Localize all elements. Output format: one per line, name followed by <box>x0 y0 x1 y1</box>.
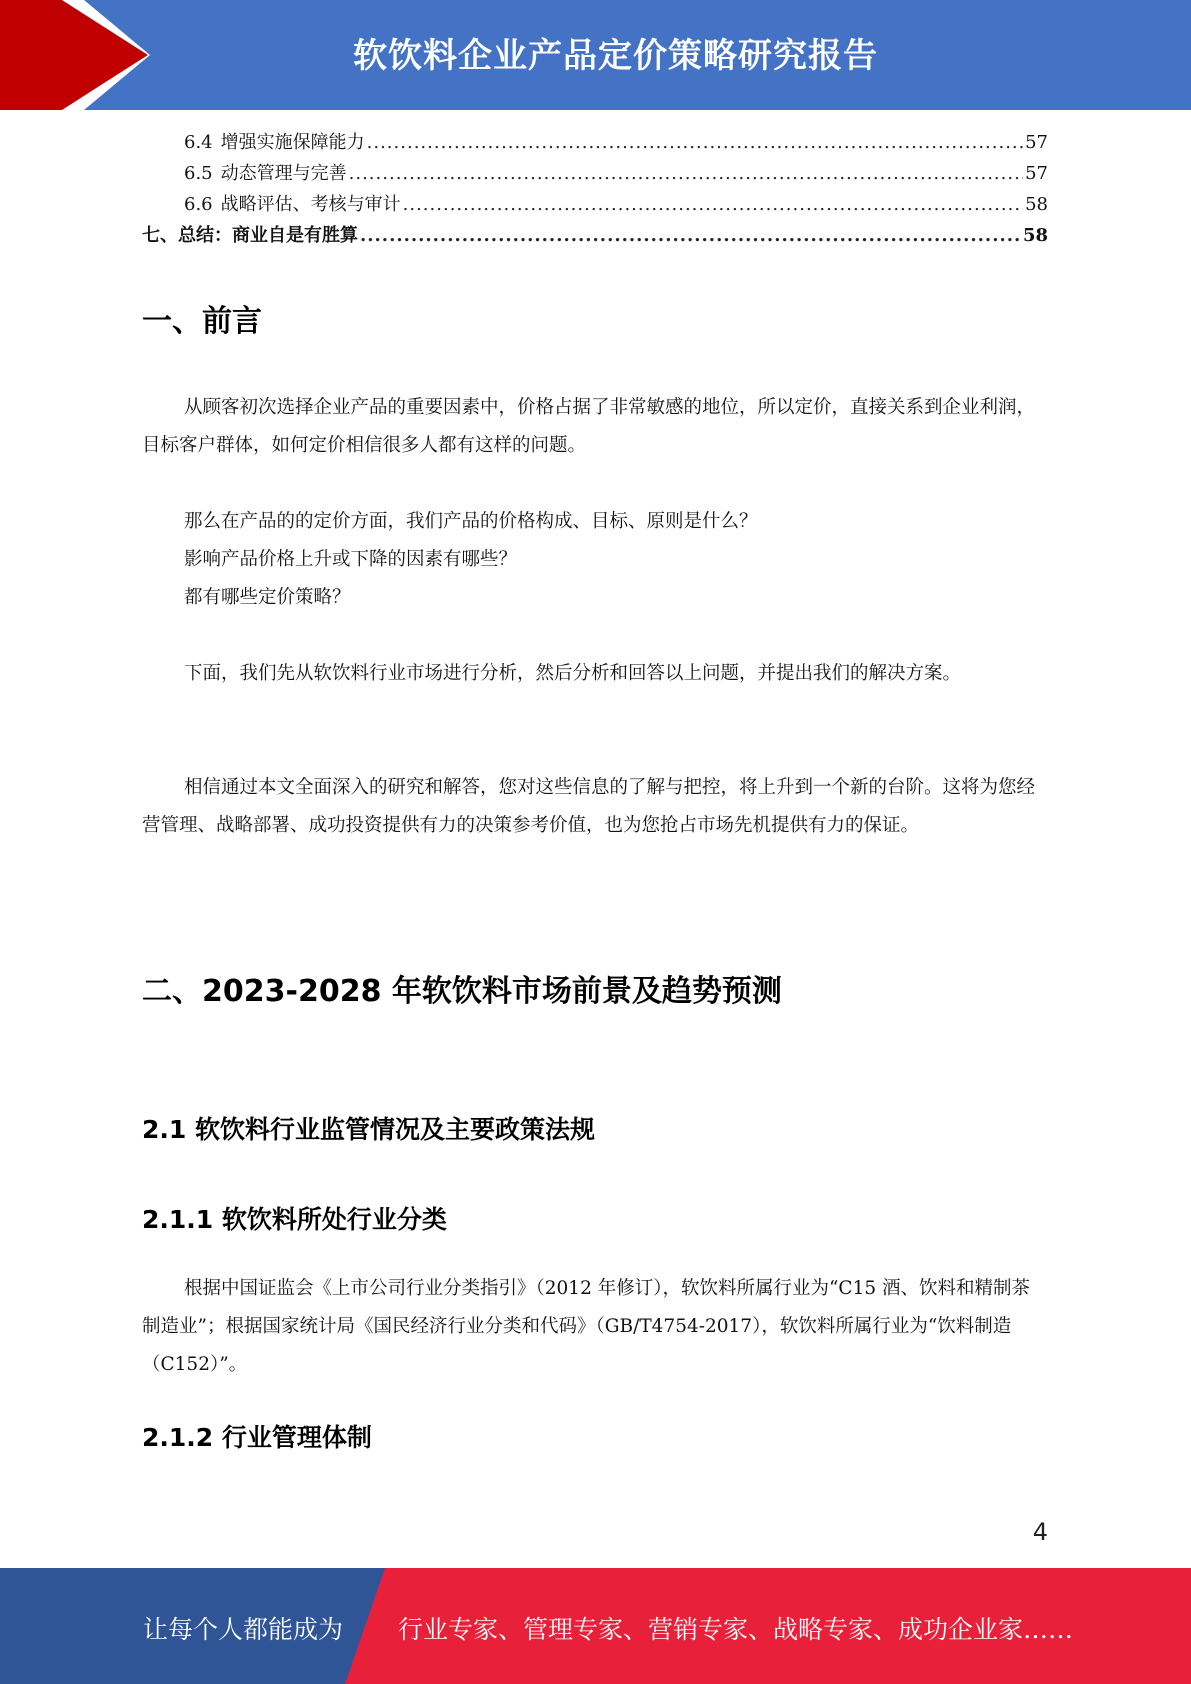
footer-slogan-right: 行业专家、管理专家、营销专家、战略专家、成功企业家…… <box>398 1615 1074 1644</box>
section-heading-preface: 一、前言 <box>142 304 262 339</box>
toc-leader-dots <box>403 194 1023 215</box>
toc-entry-page: 57 <box>1025 132 1048 153</box>
toc-entry-number: 6.6 <box>184 194 213 215</box>
preface-question-3: 都有哪些定价策略？ <box>184 587 351 608</box>
toc-entry-chapter[interactable] <box>142 221 1048 252</box>
toc-entry-number: 6.4 <box>184 132 213 153</box>
page-number: 4 <box>1032 1518 1048 1546</box>
preface-paragraph-3: 相信通过本文全面深入的研究和解答，您对这些信息的了解与把控，将上升到一个新的台阶。这将为您经营管理、战略部署、成功投资提供有力的决策参考价值，也为您抢占市场先机提供有力的保证。 <box>142 777 1036 836</box>
toc-entry[interactable] <box>142 159 1048 190</box>
toc-entry-title: 动态管理与完善 <box>220 163 347 184</box>
toc-entry-title: 七、总结：商业自是有胜算 <box>142 225 358 246</box>
preface-paragraph-2: 下面，我们先从软饮料行业市场进行分析，然后分析和回答以上问题，并提出我们的解决方案。 <box>184 663 962 684</box>
header-title: 软饮料企业产品定价策略研究报告 <box>353 36 878 76</box>
table-of-contents <box>142 128 1048 252</box>
toc-entry-title: 增强实施保障能力 <box>220 132 365 153</box>
toc-entry-page: 58 <box>1025 194 1048 215</box>
industry-classification-paragraph: 根据中国证监会《上市公司行业分类指引》（2012 年修订），软饮料所属行业为“C15 酒、饮料和精制茶制造业”；根据国家统计局《国民经济行业分类和代码》（GB/T4754-2017），软饮料所属行业为“饮料制造（C152）”。 <box>142 1278 1030 1375</box>
toc-leader-dots <box>360 225 1021 246</box>
toc-leader-dots <box>367 132 1023 153</box>
subsection-heading-2-1-1: 2.1.1 软饮料所处行业分类 <box>142 1205 447 1234</box>
preface-question-2: 影响产品价格上升或下降的因素有哪些？ <box>184 549 518 570</box>
toc-entry-title: 战略评估、考核与审计 <box>220 194 401 215</box>
toc-entry[interactable] <box>142 128 1048 159</box>
toc-entry-page: 57 <box>1025 163 1048 184</box>
page-footer <box>0 1568 1191 1684</box>
page-header <box>0 0 1191 110</box>
subsection-heading-2-1: 2.1 软饮料行业监管情况及主要政策法规 <box>142 1115 595 1144</box>
preface-question-1: 那么在产品的的定价方面，我们产品的价格构成、目标、原则是什么？ <box>184 511 758 532</box>
preface-paragraph-1: 从顾客初次选择企业产品的重要因素中，价格占据了非常敏感的地位，所以定价，直接关系到企业利润，目标客户群体，如何定价相信很多人都有这样的问题。 <box>142 397 1036 456</box>
subsection-heading-2-1-2: 2.1.2 行业管理体制 <box>142 1423 372 1452</box>
toc-entry[interactable] <box>142 190 1048 221</box>
toc-entry-page: 58 <box>1022 225 1048 246</box>
section-heading-market-outlook: 二、2023-2028 年软饮料市场前景及趋势预测 <box>142 974 782 1009</box>
toc-leader-dots <box>349 163 1023 184</box>
footer-slogan-left: 让每个人都能成为 <box>143 1615 344 1644</box>
toc-entry-number: 6.5 <box>184 163 213 184</box>
